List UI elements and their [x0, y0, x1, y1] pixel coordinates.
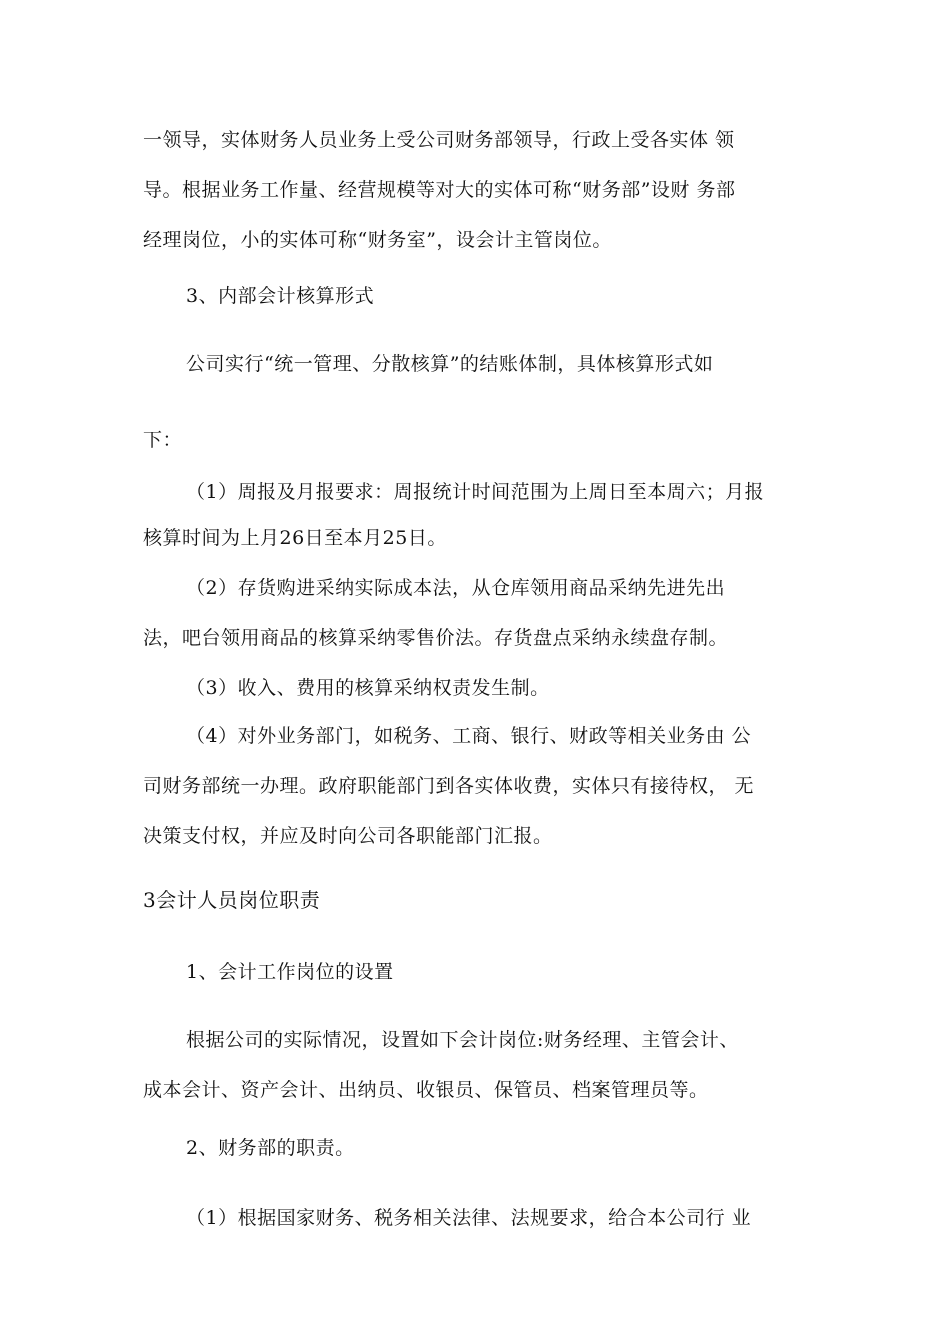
paragraph-line-6: 下：: [143, 429, 183, 451]
list-item-2-line-1: （2）存货购进采纳实际成本法，从仓库领用商品采纳先进先出: [186, 577, 726, 599]
paragraph-positions-line-1: 根据公司的实际情况，设置如下会计岗位:财务经理、主管会计、: [186, 1029, 739, 1051]
list-item-duty-1: （1）根据国家财务、税务相关法律、法规要求，给合本公司行 业: [186, 1207, 752, 1229]
subheading-finance-duties: 2、财务部的职责。: [186, 1137, 355, 1159]
subheading-positions-setup: 1、会计工作岗位的设置: [186, 961, 394, 983]
list-item-4-line-2: 司财务部统一办理。政府职能部门到各实体收费，实体只有接待权， 无: [143, 775, 755, 797]
list-item-4-line-1: （4）对外业务部门，如税务、工商、银行、财政等相关业务由 公: [186, 725, 752, 747]
list-item-4-line-3: 决策支付权，并应及时向公司各职能部门汇报。: [143, 825, 553, 847]
section-heading-accountant-duties: 3会计人员岗位职责: [143, 888, 321, 912]
paragraph-line-1: 一领导，实体财务人员业务上受公司财务部领导，行政上受各实体 领: [143, 129, 735, 151]
paragraph-positions-line-2: 成本会计、资产会计、出纳员、收银员、保管员、档案管理员等。: [143, 1079, 709, 1101]
paragraph-line-2: 导。根据业务工作量、经营规模等对大的实体可称“财务部”设财 务部: [143, 179, 736, 201]
list-item-2-line-2: 法，吧台领用商品的核算采纳零售价法。存货盘点采纳永续盘存制。: [143, 627, 729, 649]
list-item-1-line-2: 核算时间为上月26日至本月25日。: [143, 527, 447, 549]
paragraph-line-5: 公司实行“统一管理、分散核算”的结账体制，具体核算形式如: [186, 353, 714, 375]
paragraph-line-3: 经理岗位，小的实体可称“财务室”，设会计主管岗位。: [143, 229, 612, 251]
list-item-1-line-1: （1）周报及月报要求：周报统计时间范围为上周日至本周六；月报: [186, 481, 765, 503]
list-item-3: （3）收入、费用的核算采纳权责发生制。: [186, 677, 550, 699]
section-heading-accounting-form: 3、内部会计核算形式: [186, 285, 375, 307]
